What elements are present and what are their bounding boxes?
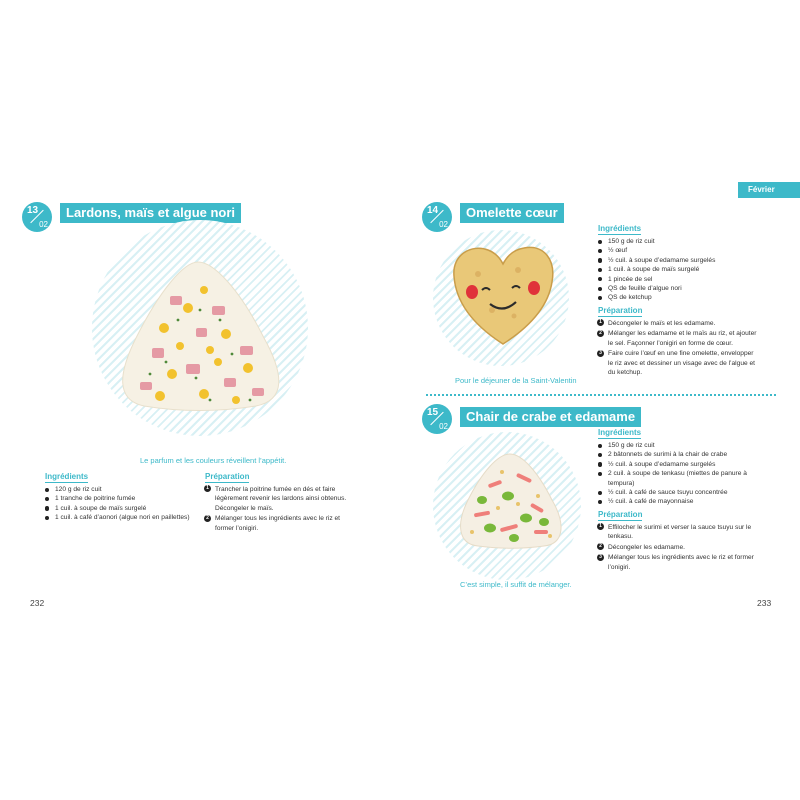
ingredient-text: ½ cuil. à café de mayonnaise xyxy=(608,498,694,506)
bullet-icon xyxy=(598,296,602,300)
ingredient-text: ½ cuil. à café de sauce tsuyu concentrée xyxy=(608,489,728,497)
ingredient-text: 150 g de riz cuit xyxy=(608,238,655,245)
ingredient-text: 150 g de riz cuit xyxy=(608,442,655,449)
ingredient-text: 1 cuil. à café d’aonori (algue nori en paillettes) xyxy=(55,514,190,522)
bullet-icon xyxy=(45,506,49,510)
date-badge xyxy=(422,202,452,232)
preparation-list xyxy=(598,319,758,378)
bullet-icon xyxy=(598,472,602,476)
bullet-icon xyxy=(598,240,602,244)
ingredient-text: 1 pincée de sel xyxy=(608,275,653,283)
ingredient-item xyxy=(598,460,768,469)
ingredient-item xyxy=(598,469,768,488)
step-text: Mélanger les edamame et le maïs au riz, et ajouter le sel. Façonner l’onigiri en forme de cœur. xyxy=(608,330,757,347)
ingredient-item xyxy=(598,275,768,284)
bullet-icon xyxy=(598,462,602,466)
step-text: Faire cuire l’œuf en une fine omelette, envelopper le riz avec et dessiner un visage avec de l’algue et du ketchup. xyxy=(608,350,755,377)
heart-omelette-photo xyxy=(448,240,558,352)
ingredient-item xyxy=(45,513,195,522)
preparation-list xyxy=(205,485,355,534)
ingredient-item xyxy=(45,504,195,513)
badge-day: 14 xyxy=(427,205,439,216)
preparation-title: Préparation xyxy=(205,472,250,481)
photo-caption: Le parfum et les couleurs réveillent l’appétit. xyxy=(140,456,287,465)
step-number: 1 xyxy=(597,319,604,326)
preparation-step xyxy=(598,349,758,377)
preparation-step xyxy=(205,485,355,513)
photo-caption: Pour le déjeuner de la Saint-Valentin xyxy=(455,376,577,385)
preparation-step xyxy=(598,553,758,572)
ingredient-text: QS de feuille d’algue nori xyxy=(608,285,682,293)
ingredient-item xyxy=(45,485,195,494)
bullet-icon xyxy=(598,453,602,457)
ketchup-cheek-left xyxy=(466,285,478,299)
bullet-icon xyxy=(598,500,602,504)
ingredient-text: 1 cuil. à soupe de maïs surgelé xyxy=(608,266,700,274)
onigiri-photo xyxy=(452,448,568,552)
ingredient-text: QS de ketchup xyxy=(608,294,652,302)
onigiri-photo xyxy=(100,250,300,420)
preparation-step xyxy=(598,523,758,542)
date-badge xyxy=(422,404,452,434)
section-divider xyxy=(426,394,776,396)
step-number: 3 xyxy=(597,350,604,357)
ingredient-item xyxy=(45,494,195,503)
ingredient-item xyxy=(598,237,768,246)
step-text: Trancher la poitrine fumée en dés et faire légèrement revenir les lardons ainsi obtenus. Décongeler le maïs. xyxy=(215,486,347,512)
bullet-icon xyxy=(598,268,602,272)
ingredient-text: 120 g de riz cuit xyxy=(55,486,102,493)
ingredient-item xyxy=(598,265,768,274)
preparation-step xyxy=(598,543,758,552)
ingredient-item xyxy=(598,450,768,459)
ingredient-item xyxy=(598,497,768,506)
ingredient-item xyxy=(598,293,768,302)
ingredients-list xyxy=(598,441,768,507)
ingredients-title: Ingrédients xyxy=(598,428,642,437)
ingredients-list xyxy=(598,237,768,303)
step-number: 3 xyxy=(597,554,604,561)
month-tab: Février xyxy=(738,182,800,198)
right-page xyxy=(400,160,800,620)
preparation-step xyxy=(205,514,355,533)
bullet-icon xyxy=(598,277,602,281)
ingredient-text: 2 bâtonnets de surimi à la chair de crabe xyxy=(608,451,728,459)
bullet-icon xyxy=(45,516,49,520)
step-text: Décongeler les edamame. xyxy=(608,543,685,551)
ingredient-text: 2 cuil. à soupe de tenkasu (miettes de panure à tempura) xyxy=(608,470,747,487)
preparation-title: Préparation xyxy=(598,510,643,519)
date-badge xyxy=(22,202,52,232)
badge-month: 02 xyxy=(39,220,48,229)
badge-day: 13 xyxy=(27,205,39,216)
step-number: 2 xyxy=(204,515,211,522)
ingredient-text: ½ cuil. à soupe d’edamame surgelés xyxy=(608,460,716,468)
step-text: Effilocher le surimi et verser la sauce tsuyu sur le tenkasu. xyxy=(608,524,752,541)
badge-day: 15 xyxy=(427,407,439,418)
ingredient-item xyxy=(598,246,768,255)
step-text: Décongeler le maïs et les edamame. xyxy=(608,320,716,327)
bullet-icon xyxy=(45,497,49,501)
ingredients-title: Ingrédients xyxy=(45,472,89,481)
ingredient-text: 1 tranche de poitrine fumée xyxy=(55,495,136,503)
step-number: 2 xyxy=(597,543,604,550)
bullet-icon xyxy=(598,491,602,495)
step-text: Mélanger tous les ingrédients avec le riz et former l’onigiri. xyxy=(215,515,340,532)
preparation-list xyxy=(598,523,758,573)
ingredient-item xyxy=(598,488,768,497)
ingredient-item xyxy=(598,441,768,450)
recipe-title: Chair de crabe et edamame xyxy=(460,407,641,427)
photo-caption: C’est simple, il suffit de mélanger. xyxy=(460,580,572,589)
badge-month: 02 xyxy=(439,422,448,431)
ketchup-cheek-right xyxy=(528,281,540,295)
ingredient-text: ½ cuil. à soupe d’edamame surgelés xyxy=(608,256,716,264)
bullet-icon xyxy=(598,444,602,448)
step-text: Mélanger tous les ingrédients avec le riz et former l’onigiri. xyxy=(608,554,754,571)
preparation-step xyxy=(598,329,758,348)
ingredients-list xyxy=(45,485,195,523)
page-number: 233 xyxy=(757,598,772,608)
bullet-icon xyxy=(598,287,602,291)
step-number: 1 xyxy=(204,485,211,492)
badge-month: 02 xyxy=(439,220,448,229)
page-number: 232 xyxy=(30,598,45,608)
recipe-title: Lardons, maïs et algue nori xyxy=(60,203,241,223)
left-page xyxy=(0,160,400,620)
bullet-icon xyxy=(598,249,602,253)
step-number: 1 xyxy=(597,523,604,530)
recipe-title: Omelette cœur xyxy=(460,203,564,223)
ingredient-text: ½ œuf xyxy=(608,247,628,255)
bullet-icon xyxy=(45,488,49,492)
ingredient-text: 1 cuil. à soupe de maïs surgelé xyxy=(55,504,147,512)
ingredient-item xyxy=(598,256,768,265)
bullet-icon xyxy=(598,258,602,262)
step-number: 2 xyxy=(597,330,604,337)
ingredient-item xyxy=(598,284,768,293)
preparation-title: Préparation xyxy=(598,306,643,315)
ingredients-title: Ingrédients xyxy=(598,224,642,233)
preparation-step xyxy=(598,319,758,328)
